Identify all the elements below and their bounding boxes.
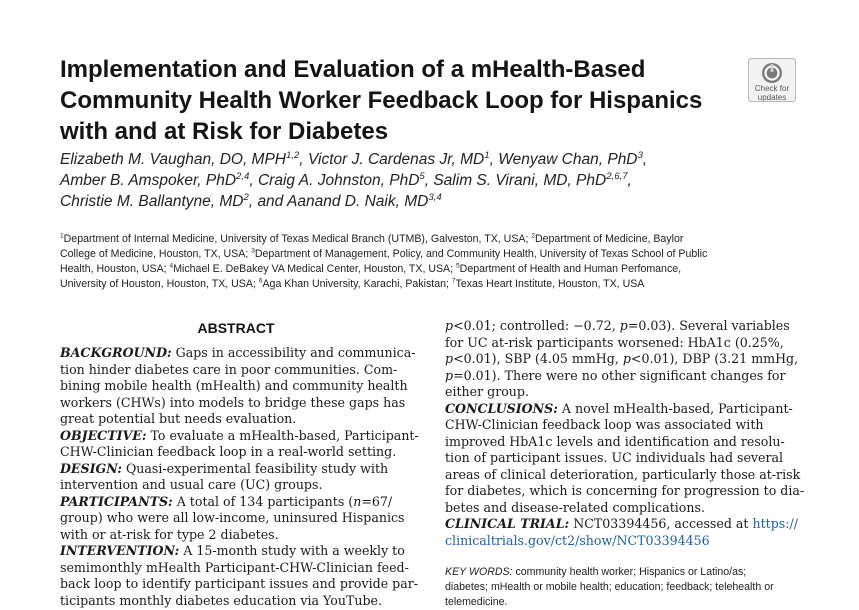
superscript: 3 bbox=[637, 149, 643, 161]
abstract-line bbox=[60, 362, 412, 379]
affiliation-line bbox=[60, 277, 800, 292]
text-run: back loop to identify participant issues and provide par- bbox=[60, 576, 419, 591]
title-line: Community Health Worker Feedback Loop for Hispanics bbox=[60, 87, 703, 114]
abstract-line bbox=[445, 516, 805, 533]
superscript: 1,2 bbox=[286, 149, 300, 161]
keyword-line bbox=[445, 580, 805, 595]
abstract-line bbox=[445, 318, 805, 335]
abstract-line bbox=[60, 378, 412, 395]
abstract-line bbox=[60, 411, 412, 428]
text-run: telemedicine. bbox=[445, 596, 508, 608]
text-run: , Victor J. Cardenas Jr, MD bbox=[299, 151, 485, 168]
title-line: Implementation and Evaluation of a mHealth-Based bbox=[60, 56, 646, 83]
abstract-line bbox=[445, 467, 805, 484]
text-run: <0.01), DBP (3.21 mmHg, bbox=[630, 351, 799, 366]
text-run: CHW-Clinician feedback loop in a real-world setting. bbox=[60, 444, 397, 459]
text-run: Department of Management, Policy, and Community Health, University of Texas School of Public bbox=[254, 248, 708, 260]
text-run: tion of participant issues. UC individuals had several bbox=[445, 450, 784, 465]
abstract-line bbox=[60, 477, 412, 494]
text-run: for diabetes, which is concerning for progression to dia- bbox=[445, 483, 805, 498]
text-run: , and Aanand D. Naik, MD bbox=[248, 193, 429, 210]
abstract-left-column bbox=[60, 345, 419, 609]
text-run: A 15-month study with a weekly to bbox=[179, 543, 405, 558]
abstract-line bbox=[445, 384, 805, 401]
italic-text: p bbox=[619, 318, 628, 333]
text-run: Texas Heart Institute, Houston, TX, USA bbox=[455, 278, 645, 290]
text-run: =0.01). There were no other significant changes for bbox=[453, 367, 786, 383]
abstract-right-column bbox=[445, 318, 805, 549]
section-label: INTERVENTION: bbox=[60, 543, 180, 558]
text-run: , Wenyaw Chan, PhD bbox=[489, 151, 638, 168]
superscript: 1 bbox=[484, 149, 490, 161]
section-label: CONCLUSIONS: bbox=[445, 400, 558, 416]
text-run: To evaluate a mHealth-based, Participant- bbox=[146, 427, 419, 443]
section-label: DESIGN: bbox=[60, 460, 122, 476]
keywords bbox=[445, 565, 805, 610]
abstract-line bbox=[445, 450, 805, 467]
text-run: <0.01), SBP (4.05 mmHg, bbox=[453, 351, 623, 366]
section-label: PARTICIPANTS: bbox=[60, 493, 173, 509]
section-label: OBJECTIVE: bbox=[60, 427, 147, 443]
affiliation-line bbox=[60, 247, 800, 262]
text-run: Department of Internal Medicine, University of Texas Medical Branch (UTMB), Galveston, TX, USA; bbox=[63, 233, 532, 245]
text-run: Christie M. Ballantyne, MD bbox=[60, 193, 244, 210]
text-run: Gaps in accessibility and communica- bbox=[171, 345, 416, 360]
italic-text: p bbox=[445, 367, 454, 383]
text-run: Quasi-experimental feasibility study with bbox=[121, 460, 389, 476]
text-run: <0.01; controlled: −0.72, bbox=[453, 318, 620, 333]
superscript: 1 bbox=[60, 232, 64, 240]
text-run: Department of Health and Human Perfomance, bbox=[459, 263, 682, 275]
superscript: 2 bbox=[243, 191, 249, 203]
text-run: , Salim S. Virani, MD, PhD bbox=[424, 172, 607, 189]
text-run: community health worker; Hispanics or Latino/as; bbox=[512, 566, 747, 578]
text-run: NCT03394456, accessed at bbox=[569, 516, 753, 531]
superscript: 7 bbox=[451, 277, 456, 285]
affiliation-line bbox=[60, 232, 800, 247]
trial-link[interactable]: https:// bbox=[752, 516, 798, 531]
text-run: CHW-Clinician feedback loop was associated with bbox=[445, 417, 764, 432]
abstract-line bbox=[60, 444, 412, 461]
keyword-line bbox=[445, 565, 805, 580]
text-run: , bbox=[627, 172, 632, 189]
text-run: , Craig A. Johnston, PhD bbox=[249, 172, 420, 189]
abstract-line bbox=[445, 368, 805, 385]
badge-label-line1: Check for bbox=[754, 84, 790, 93]
text-run: =0.03). Several variables bbox=[627, 318, 790, 333]
section-label: CLINICAL TRIAL: bbox=[445, 516, 570, 531]
abstract-line bbox=[445, 351, 805, 368]
trial-link[interactable]: clinicaltrials.gov/ct2/show/NCT03394456 bbox=[445, 532, 710, 548]
text-run: intervention and usual care (UC) groups. bbox=[60, 477, 323, 492]
abstract-line bbox=[60, 461, 412, 478]
superscript: 2 bbox=[531, 232, 535, 240]
italic-text: p bbox=[445, 351, 454, 366]
section-label: BACKGROUND: bbox=[60, 345, 172, 360]
text-run: Michael E. DeBakey VA Medical Center, Houston, TX, USA; bbox=[173, 263, 457, 275]
abstract-line bbox=[445, 335, 805, 352]
superscript: 5 bbox=[419, 170, 425, 182]
author-line bbox=[60, 170, 780, 191]
text-run: =67/ bbox=[361, 493, 393, 509]
text-run: betes and disease-related complications. bbox=[445, 499, 705, 515]
abstract-line bbox=[60, 494, 412, 511]
text-run: diabetes; mHealth or mobile health; education; feedback; telehealth or bbox=[445, 581, 774, 593]
text-run: A total of 134 participants ( bbox=[172, 493, 354, 509]
italic-text: KEY WORDS: bbox=[445, 566, 513, 578]
text-run: with or at-risk for type 2 diabetes. bbox=[60, 526, 279, 542]
text-run: College of Medicine, Houston, TX, USA; bbox=[60, 248, 252, 260]
abstract-line bbox=[60, 510, 412, 527]
text-run: University of Houston, Houston, TX, USA; bbox=[60, 278, 259, 290]
superscript: 2,6,7 bbox=[606, 170, 628, 182]
superscript: 3,4 bbox=[428, 191, 442, 203]
text-run: , bbox=[642, 151, 648, 168]
author-line bbox=[60, 191, 780, 212]
text-run: ticipants monthly diabetes education via YouTube. bbox=[60, 592, 382, 608]
abstract-line bbox=[60, 543, 412, 560]
text-run: Health, Houston, USA; bbox=[60, 263, 170, 275]
text-run: great potential but needs evaluation. bbox=[60, 411, 297, 426]
author-list bbox=[60, 149, 780, 212]
title-line: with and at Risk for Diabetes bbox=[60, 118, 389, 145]
check-for-updates-icon bbox=[761, 62, 783, 84]
article-title bbox=[60, 54, 740, 147]
text-run: Aga Khan University, Karachi, Pakistan; bbox=[262, 278, 452, 290]
text-run: areas of clinical deterioration, particularly those at-risk bbox=[445, 466, 801, 482]
text-run: bining mobile health (mHealth) and community health bbox=[60, 378, 408, 393]
text-run: Elizabeth M. Vaughan, DO, MPH bbox=[60, 151, 286, 168]
text-run: tion hinder diabetes care in poor communities. Com- bbox=[60, 361, 398, 377]
text-run: semimonthly mHealth Participant-CHW-Clinician feed- bbox=[60, 559, 409, 575]
text-run: group) who were all low-income, uninsured Hispanics bbox=[60, 510, 405, 525]
check-for-updates-button[interactable] bbox=[748, 58, 796, 102]
abstract-line bbox=[60, 576, 419, 593]
abstract-heading: ABSTRACT bbox=[197, 320, 275, 336]
author-line bbox=[60, 149, 780, 170]
text-run: workers (CHWs) into models to bridge these gaps has bbox=[60, 394, 406, 410]
italic-text: n bbox=[353, 493, 362, 509]
superscript: 6 bbox=[258, 277, 263, 285]
text-run: either group. bbox=[445, 384, 529, 399]
abstract-line bbox=[445, 434, 805, 451]
text-run: for UC at-risk participants worsened: HbA1c (0.25%, bbox=[445, 334, 784, 350]
abstract-line bbox=[445, 417, 805, 434]
text-run: Department of Medicine, Baylor bbox=[535, 233, 684, 245]
abstract-line bbox=[445, 500, 805, 517]
abstract-line bbox=[60, 527, 412, 544]
superscript: 5 bbox=[456, 262, 460, 270]
superscript: 4 bbox=[169, 262, 174, 270]
abstract-line bbox=[60, 593, 412, 610]
abstract-line bbox=[445, 401, 805, 418]
abstract-line bbox=[445, 533, 805, 550]
abstract-line bbox=[60, 427, 419, 445]
text-run: A novel mHealth-based, Participant- bbox=[557, 400, 793, 416]
abstract-line bbox=[60, 345, 416, 362]
abstract-line bbox=[60, 560, 412, 577]
affiliation-line bbox=[60, 262, 800, 277]
italic-text: p bbox=[622, 351, 631, 366]
abstract-line bbox=[445, 483, 805, 500]
badge-label-line2: updates bbox=[757, 93, 787, 102]
text-run: improved HbA1c levels and identification and resolu- bbox=[445, 433, 785, 449]
superscript: 2,4 bbox=[236, 170, 250, 182]
text-run: Amber B. Amspoker, PhD bbox=[60, 172, 237, 189]
italic-text: p bbox=[445, 318, 454, 333]
affiliations bbox=[60, 232, 800, 292]
abstract-line bbox=[60, 395, 412, 412]
superscript: 3 bbox=[251, 247, 255, 255]
